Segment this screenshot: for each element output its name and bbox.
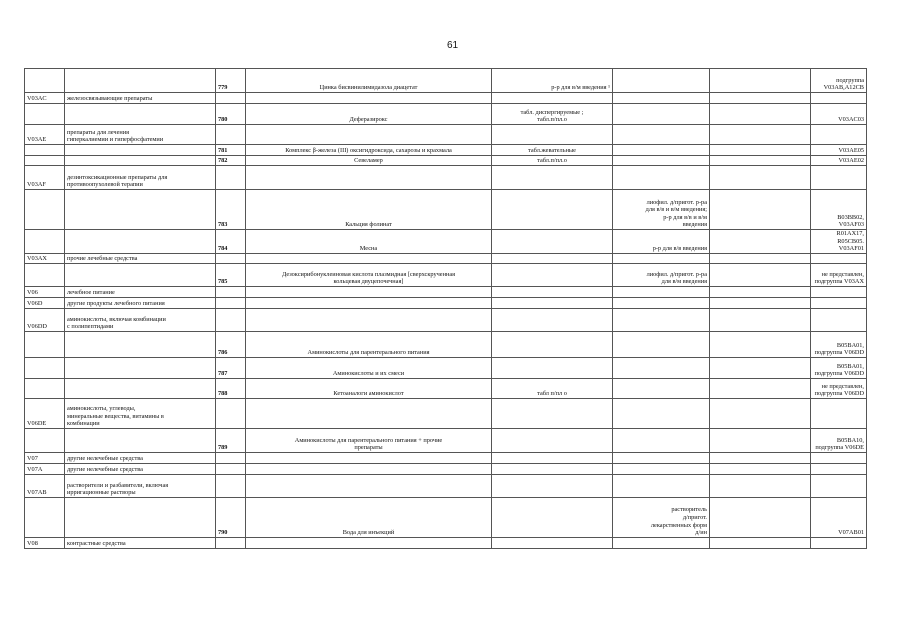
dosage-form-extra-cell — [613, 452, 710, 463]
dosage-form-extra-cell — [613, 156, 710, 166]
dosage-form-extra-cell — [613, 378, 710, 398]
drug-name-cell: Аминокислоты для парентерального питания + прочие препараты — [246, 428, 492, 452]
drug-name-cell — [246, 463, 492, 474]
item-number-cell — [216, 463, 246, 474]
item-number-cell: 789 — [216, 428, 246, 452]
atc-group-cell — [65, 156, 216, 166]
item-number-cell — [216, 537, 246, 548]
atc-reference-cell — [811, 286, 867, 297]
atc-group-cell: лечебное питание — [65, 286, 216, 297]
atc-code-cell: V06 — [25, 286, 65, 297]
atc-group-cell: препараты для лечения гиперкалиемии и гиперфосфатемии — [65, 125, 216, 145]
blank-cell — [710, 253, 811, 263]
atc-code-cell: V07AB — [25, 474, 65, 497]
dosage-form-extra-cell: лиофил. д/пригот. р-ра для в/м введения — [613, 263, 710, 286]
blank-cell — [710, 166, 811, 190]
drug-name-cell: Комплекс β-железа (III) оксигидроксида, сахарозы и крахмала — [246, 145, 492, 156]
dosage-form-cell: табл.жевательные — [492, 145, 613, 156]
atc-code-cell: V07A — [25, 463, 65, 474]
dosage-form-cell — [492, 497, 613, 537]
dosage-form-extra-cell — [613, 428, 710, 452]
dosage-form-cell — [492, 253, 613, 263]
drug-name-cell — [246, 93, 492, 104]
dosage-form-cell — [492, 190, 613, 230]
atc-code-cell: V03AX — [25, 253, 65, 263]
atc-code-cell: V06D — [25, 297, 65, 308]
blank-cell — [710, 497, 811, 537]
atc-code-cell — [25, 497, 65, 537]
atc-group-cell — [65, 378, 216, 398]
dosage-form-cell — [492, 398, 613, 428]
drug-name-cell — [246, 125, 492, 145]
blank-cell — [710, 474, 811, 497]
dosage-form-extra-cell — [613, 537, 710, 548]
atc-reference-cell — [811, 308, 867, 331]
atc-reference-cell — [811, 463, 867, 474]
dosage-form-extra-cell — [613, 93, 710, 104]
blank-cell — [710, 190, 811, 230]
atc-group-cell: другие нелечебные средства — [65, 463, 216, 474]
drug-name-cell: Севеламер — [246, 156, 492, 166]
item-number-cell: 784 — [216, 230, 246, 254]
atc-code-cell — [25, 378, 65, 398]
dosage-form-cell — [492, 286, 613, 297]
drug-row — [25, 145, 867, 156]
item-number-cell: 786 — [216, 331, 246, 357]
atc-code-cell: V06DD — [25, 308, 65, 331]
drug-name-cell — [246, 398, 492, 428]
item-number-cell: 790 — [216, 497, 246, 537]
atc-code-cell — [25, 331, 65, 357]
item-number-cell — [216, 452, 246, 463]
atc-code-cell: V03AE — [25, 125, 65, 145]
dosage-form-cell — [492, 463, 613, 474]
dosage-form-cell — [492, 263, 613, 286]
atc-group-cell — [65, 497, 216, 537]
atc-code-cell — [25, 156, 65, 166]
blank-cell — [710, 230, 811, 254]
blank-cell — [710, 93, 811, 104]
blank-cell — [710, 297, 811, 308]
dosage-form-cell — [492, 428, 613, 452]
atc-reference-cell: R01AX17, R05CB05. V03AF01 — [811, 230, 867, 254]
item-number-cell — [216, 253, 246, 263]
drug-row — [25, 230, 867, 254]
drug-row — [25, 331, 867, 357]
group-row — [25, 452, 867, 463]
dosage-form-cell — [492, 357, 613, 378]
item-number-cell — [216, 286, 246, 297]
atc-code-cell — [25, 357, 65, 378]
drug-row — [25, 190, 867, 230]
drug-name-cell — [246, 297, 492, 308]
item-number-cell — [216, 297, 246, 308]
dosage-form-extra-cell — [613, 104, 710, 125]
dosage-form-cell: р-р для в/м введения ¹ — [492, 69, 613, 93]
atc-code-cell: V06DE — [25, 398, 65, 428]
drug-name-cell — [246, 452, 492, 463]
atc-group-cell: растворители и разбавители, включая ирригационные растворы — [65, 474, 216, 497]
atc-reference-cell: не представлен, подгруппа V06DD — [811, 378, 867, 398]
atc-reference-cell — [811, 125, 867, 145]
atc-group-cell: контрастные средства — [65, 537, 216, 548]
item-number-cell: 779 — [216, 69, 246, 93]
item-number-cell: 783 — [216, 190, 246, 230]
dosage-form-extra-cell — [613, 145, 710, 156]
blank-cell — [710, 398, 811, 428]
atc-group-cell: аминокислоты, включая комбинации с полипептидами — [65, 308, 216, 331]
dosage-form-extra-cell: лиофил. д/пригот. р-ра для в/в и в/м введения; р-р для в/в и в/м введения — [613, 190, 710, 230]
drug-name-cell — [246, 286, 492, 297]
dosage-form-extra-cell — [613, 125, 710, 145]
item-number-cell: 781 — [216, 145, 246, 156]
atc-code-cell: V03AF — [25, 166, 65, 190]
drug-row — [25, 263, 867, 286]
dosage-form-cell — [492, 474, 613, 497]
drug-row — [25, 156, 867, 166]
dosage-form-cell — [492, 537, 613, 548]
item-number-cell: 782 — [216, 156, 246, 166]
drug-name-cell: Аминокислоты для парентерального питания — [246, 331, 492, 357]
drug-name-cell — [246, 166, 492, 190]
drug-name-cell: Кальция фолинат — [246, 190, 492, 230]
dosage-form-cell — [492, 308, 613, 331]
atc-code-cell — [25, 190, 65, 230]
atc-group-cell — [65, 357, 216, 378]
atc-reference-cell — [811, 253, 867, 263]
blank-cell — [710, 463, 811, 474]
atc-reference-cell: подгруппа V03AB,A12CB — [811, 69, 867, 93]
atc-group-cell — [65, 145, 216, 156]
dosage-form-cell: табл.п/пл.о — [492, 156, 613, 166]
atc-group-cell: другие нелечебные средства — [65, 452, 216, 463]
atc-group-cell — [65, 104, 216, 125]
dosage-form-cell — [492, 125, 613, 145]
blank-cell — [710, 125, 811, 145]
blank-cell — [710, 104, 811, 125]
page-number: 61 — [446, 40, 459, 51]
blank-cell — [710, 69, 811, 93]
dosage-form-extra-cell — [613, 474, 710, 497]
group-row — [25, 463, 867, 474]
dosage-form-cell: табл п/пл о — [492, 378, 613, 398]
item-number-cell — [216, 125, 246, 145]
atc-group-cell: железосвязывающие препараты — [65, 93, 216, 104]
atc-reference-cell: B05BA01, подгруппа V06DD — [811, 331, 867, 357]
blank-cell — [710, 357, 811, 378]
blank-cell — [710, 308, 811, 331]
dosage-form-extra-cell — [613, 69, 710, 93]
dosage-form-cell — [492, 452, 613, 463]
item-number-cell — [216, 308, 246, 331]
dosage-form-extra-cell — [613, 357, 710, 378]
atc-reference-cell — [811, 398, 867, 428]
item-number-cell: 780 — [216, 104, 246, 125]
atc-reference-cell — [811, 452, 867, 463]
blank-cell — [710, 156, 811, 166]
blank-cell — [710, 263, 811, 286]
blank-cell — [710, 331, 811, 357]
drug-name-cell: Месна — [246, 230, 492, 254]
drug-name-cell: Деферазирокс — [246, 104, 492, 125]
atc-reference-cell — [811, 474, 867, 497]
group-row — [25, 537, 867, 548]
dosage-form-extra-cell — [613, 398, 710, 428]
item-number-cell — [216, 398, 246, 428]
drug-name-cell — [246, 253, 492, 263]
group-row — [25, 253, 867, 263]
dosage-form-extra-cell — [613, 286, 710, 297]
item-number-cell — [216, 474, 246, 497]
atc-group-cell: дезинтоксикационные препараты для противоопухолевой терапии — [65, 166, 216, 190]
dosage-form-extra-cell: растворитель д/пригот. лекарственных форм д/ин — [613, 497, 710, 537]
atc-group-cell: другие продукты лечебного питания — [65, 297, 216, 308]
dosage-form-cell — [492, 331, 613, 357]
group-row — [25, 297, 867, 308]
blank-cell — [710, 145, 811, 156]
atc-reference-cell: B05BA10, подгруппа V06DE — [811, 428, 867, 452]
atc-group-cell — [65, 263, 216, 286]
drug-table-body — [25, 69, 867, 549]
drug-name-cell — [246, 308, 492, 331]
drug-row — [25, 69, 867, 93]
atc-reference-cell: B03BB02, V03AF03 — [811, 190, 867, 230]
drug-name-cell — [246, 474, 492, 497]
blank-cell — [710, 378, 811, 398]
group-row — [25, 398, 867, 428]
atc-reference-cell: V07AB01 — [811, 497, 867, 537]
dosage-form-extra-cell — [613, 463, 710, 474]
atc-reference-cell: V03AE02 — [811, 156, 867, 166]
atc-code-cell: V03AC — [25, 93, 65, 104]
atc-reference-cell — [811, 93, 867, 104]
dosage-form-cell: табл. диспергируемые ; табл.п/пл.о — [492, 104, 613, 125]
item-number-cell — [216, 166, 246, 190]
drug-name-cell: Вода для инъекций — [246, 497, 492, 537]
atc-code-cell — [25, 104, 65, 125]
group-row — [25, 166, 867, 190]
dosage-form-extra-cell — [613, 297, 710, 308]
dosage-form-extra-cell: р-р для в/в введения — [613, 230, 710, 254]
atc-code-cell: V07 — [25, 452, 65, 463]
drug-row — [25, 497, 867, 537]
atc-group-cell — [65, 428, 216, 452]
drug-row — [25, 428, 867, 452]
dosage-form-cell — [492, 166, 613, 190]
dosage-form-extra-cell — [613, 308, 710, 331]
group-row — [25, 125, 867, 145]
item-number-cell: 785 — [216, 263, 246, 286]
blank-cell — [710, 452, 811, 463]
drug-row — [25, 357, 867, 378]
atc-reference-cell: не представлен, подгруппа V03AX — [811, 263, 867, 286]
drug-name-cell: Дезоксирибонуклеиновая кислота плазмидная [сверхскрученная кольцевая двуцепочечная] — [246, 263, 492, 286]
atc-group-cell: аминокислоты, углеводы, минеральные вещества, витамины в комбинации — [65, 398, 216, 428]
drug-name-cell: Аминокислоты и их смеси — [246, 357, 492, 378]
atc-code-cell: V08 — [25, 537, 65, 548]
blank-cell — [710, 537, 811, 548]
atc-reference-cell: V03AE05 — [811, 145, 867, 156]
dosage-form-extra-cell — [613, 253, 710, 263]
drug-name-cell: Кетоаналоги аминокислот — [246, 378, 492, 398]
group-row — [25, 474, 867, 497]
atc-group-cell — [65, 230, 216, 254]
atc-code-cell — [25, 230, 65, 254]
group-row — [25, 93, 867, 104]
atc-group-cell: прочие лечебные средства — [65, 253, 216, 263]
atc-group-cell — [65, 69, 216, 93]
atc-group-cell — [65, 331, 216, 357]
group-row — [25, 308, 867, 331]
atc-reference-cell: V03AC03 — [811, 104, 867, 125]
atc-group-cell — [65, 190, 216, 230]
atc-reference-cell: B05BA01, подгруппа V06DD — [811, 357, 867, 378]
dosage-form-cell — [492, 297, 613, 308]
drug-name-cell: Цинка бисвинилимидазола диацетат — [246, 69, 492, 93]
atc-code-cell — [25, 263, 65, 286]
atc-reference-cell — [811, 297, 867, 308]
item-number-cell: 788 — [216, 378, 246, 398]
dosage-form-cell — [492, 230, 613, 254]
atc-reference-cell — [811, 166, 867, 190]
drug-row — [25, 104, 867, 125]
atc-code-cell — [25, 145, 65, 156]
drug-table — [24, 68, 867, 549]
drug-name-cell — [246, 537, 492, 548]
blank-cell — [710, 286, 811, 297]
group-row — [25, 286, 867, 297]
atc-reference-cell — [811, 537, 867, 548]
dosage-form-cell — [492, 93, 613, 104]
item-number-cell: 787 — [216, 357, 246, 378]
dosage-form-extra-cell — [613, 331, 710, 357]
drug-row — [25, 378, 867, 398]
atc-code-cell — [25, 69, 65, 93]
item-number-cell — [216, 93, 246, 104]
atc-code-cell — [25, 428, 65, 452]
blank-cell — [710, 428, 811, 452]
dosage-form-extra-cell — [613, 166, 710, 190]
